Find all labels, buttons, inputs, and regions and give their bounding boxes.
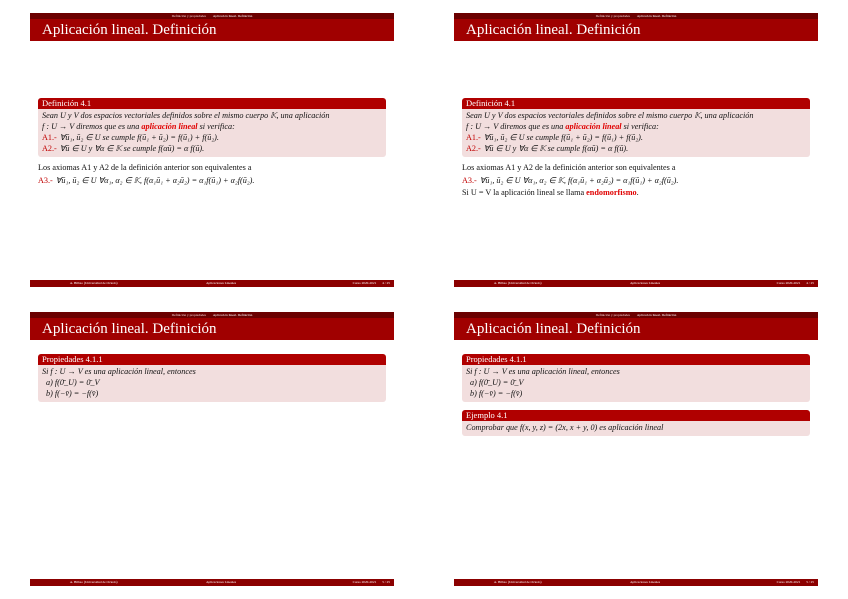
footer xyxy=(454,280,818,287)
definition-title: Definición 4.1 xyxy=(462,98,810,109)
definition-title: Definición 4.1 xyxy=(38,98,386,109)
nav-subsection[interactable]: Aplicación lineal. Definición xyxy=(636,14,677,18)
footer-course: Curso 2020-2021 xyxy=(352,580,377,584)
nav-section[interactable]: Definición y propiedades xyxy=(595,313,630,317)
footer-page: 5 / 25 xyxy=(382,580,390,584)
example-text: Comprobar que f(x, y, z) = (2x, x + y, 0) es aplicación lineal xyxy=(466,423,664,432)
footer xyxy=(30,579,394,586)
endomorphism-highlight: endomorfismo xyxy=(586,188,637,197)
footer-topic: Aplicaciones Lineales xyxy=(206,281,237,285)
properties-block xyxy=(462,354,810,402)
axiom-a3: A3.- ∀ū₁, ū₂ ∈ U ∀α₁, α₂ ∈ 𝕂, f(α₁ū₁ + α₂ū₂) = α₁f(ū₁) + α₂f(ū₂). xyxy=(38,176,255,185)
axiom-a1: A1.- ∀ū₁, ū₂ ∈ U se cumple f(ū₁ + ū₂) = f(ū₁) + f(ū₂). xyxy=(42,133,219,142)
property-a: a) f(0̄_U) = 0̄_V xyxy=(470,378,524,387)
nav-subsection[interactable]: Aplicación lineal. Definición xyxy=(212,14,253,18)
footer-course: Curso 2020-2021 xyxy=(776,281,801,285)
slide-title: Aplicación lineal. Definición xyxy=(30,19,394,41)
linear-map-highlight: aplicación lineal xyxy=(141,122,198,131)
property-b: b) f(−v̄) = −f(v̄) xyxy=(470,389,523,398)
slide-title: Aplicación lineal. Definición xyxy=(454,318,818,340)
axioms-text: Los axiomas A1 y A2 de la definición anterior son equivalentes a xyxy=(38,163,252,172)
linear-map-highlight: aplicación lineal xyxy=(565,122,622,131)
footer xyxy=(30,280,394,287)
definition-line-2: f : U → V diremos que es una aplicación lineal si verifica: xyxy=(466,122,659,131)
nav-subsection[interactable]: Aplicación lineal. Definición xyxy=(636,313,677,317)
footer xyxy=(454,579,818,586)
footer-course: Curso 2020-2021 xyxy=(352,281,377,285)
footer-author: A. Bilbao (Universidad de Oviedo) xyxy=(69,580,118,584)
definition-line-1: Sean U y V dos espacios vectoriales definidos sobre el mismo cuerpo 𝕂, una aplicación xyxy=(42,111,330,120)
footer-author: A. Bilbao (Universidad de Oviedo) xyxy=(69,281,118,285)
definition-block xyxy=(38,98,386,157)
slide-3 xyxy=(30,312,394,586)
nav-subsection[interactable]: Aplicación lineal. Definición xyxy=(212,313,253,317)
footer-author: A. Bilbao (Universidad de Oviedo) xyxy=(493,580,542,584)
slide-title: Aplicación lineal. Definición xyxy=(454,19,818,41)
nav-section[interactable]: Definición y propiedades xyxy=(171,14,206,18)
axioms-text: Los axiomas A1 y A2 de la definición anterior son equivalentes a xyxy=(462,163,676,172)
footer-course: Curso 2020-2021 xyxy=(776,580,801,584)
property-a: a) f(0̄_U) = 0̄_V xyxy=(46,378,100,387)
properties-block xyxy=(38,354,386,402)
axiom-a2: A2.- ∀ū ∈ U y ∀α ∈ 𝕂 se cumple f(αū) = α f(ū). xyxy=(42,144,205,153)
axiom-a2: A2.- ∀ū ∈ U y ∀α ∈ 𝕂 se cumple f(αū) = α f(ū). xyxy=(466,144,629,153)
axiom-a1: A1.- ∀ū₁, ū₂ ∈ U se cumple f(ū₁ + ū₂) = f(ū₁) + f(ū₂). xyxy=(466,133,643,142)
property-b: b) f(−v̄) = −f(v̄) xyxy=(46,389,99,398)
definition-block xyxy=(462,98,810,157)
slide-4 xyxy=(454,312,818,586)
slide-2 xyxy=(454,13,818,287)
endomorphism-text: Si U = V la aplicación lineal se llama endomorfismo. xyxy=(462,188,639,197)
nav-section[interactable]: Definición y propiedades xyxy=(595,14,630,18)
definition-line-2: f : U → V diremos que es una aplicación lineal si verifica: xyxy=(42,122,235,131)
example-title: Ejemplo 4.1 xyxy=(462,410,810,421)
slide-title: Aplicación lineal. Definición xyxy=(30,318,394,340)
footer-topic: Aplicaciones Lineales xyxy=(630,281,661,285)
properties-title: Propiedades 4.1.1 xyxy=(38,354,386,365)
footer-author: A. Bilbao (Universidad de Oviedo) xyxy=(493,281,542,285)
example-block xyxy=(462,410,810,436)
footer-page: 5 / 25 xyxy=(806,580,814,584)
footer-page: 4 / 25 xyxy=(806,281,814,285)
nav-section[interactable]: Definición y propiedades xyxy=(171,313,206,317)
axiom-a3: A3.- ∀ū₁, ū₂ ∈ U ∀α₁, α₂ ∈ 𝕂, f(α₁ū₁ + α₂ū₂) = α₁f(ū₁) + α₂f(ū₂). xyxy=(462,176,679,185)
properties-title: Propiedades 4.1.1 xyxy=(462,354,810,365)
slide-1 xyxy=(30,13,394,287)
definition-line-1: Sean U y V dos espacios vectoriales definidos sobre el mismo cuerpo 𝕂, una aplicación xyxy=(466,111,754,120)
footer-topic: Aplicaciones Lineales xyxy=(630,580,661,584)
properties-intro: Si f : U → V es una aplicación lineal, entonces xyxy=(42,367,196,376)
footer-page: 4 / 25 xyxy=(382,281,390,285)
properties-intro: Si f : U → V es una aplicación lineal, entonces xyxy=(466,367,620,376)
footer-topic: Aplicaciones Lineales xyxy=(206,580,237,584)
